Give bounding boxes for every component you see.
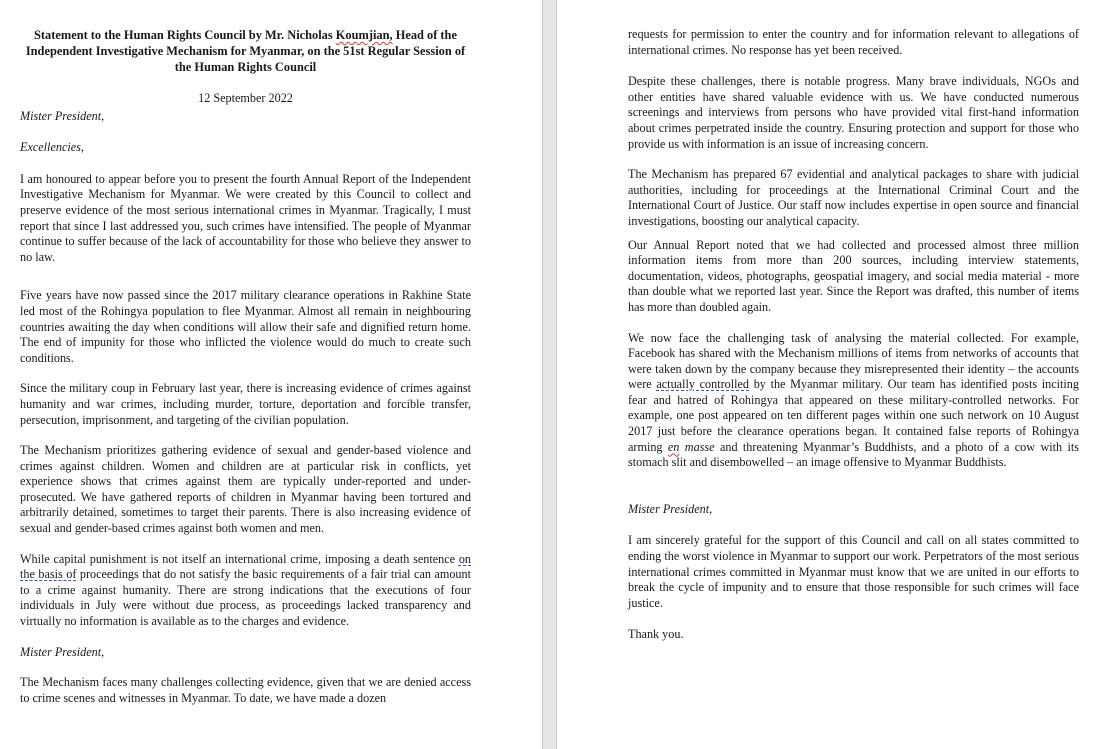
salutation: Mister President, [20, 108, 105, 123]
paragraph: requests for permission to enter the country and for information relevant to allegations of international crimes. No response has yet been received. [628, 27, 1079, 57]
paragraph: Despite these challenges, there is notable progress. Many brave individuals, NGOs and other entities have shared valuable evidence with us. We have conducted numerous screenings and interviews from persons who have provided vital first-hand information about crimes perpetrated inside the country. Ensuring protection and support for those who provide us with information is an issue of increasing concern. [628, 74, 1079, 151]
paragraph: I am sincerely grateful for the support of this Council and call on all states committed to ending the worst violence in Myanmar to support our work. Perpetrators of the most serious international crimes committed in Myanmar must know that we are united in our efforts to break the cycle of impunity and to ensure that those responsible for such crimes will face justice. [628, 533, 1079, 610]
page-text-column [628, 27, 1079, 643]
closing-line: Thank you. [628, 627, 684, 642]
paragraph: I am honoured to appear before you to present the fourth Annual Report of the Independent Investigative Mechanism for Myanmar. We were created by this Council to collect and preserve evidence of the most serious international crimes in Myanmar. Tragically, I must report that since I last addressed you, such crimes have intensified. The people of Myanmar continue to suffer because of the lack of accountability for those who believe they answer to no law. [20, 171, 471, 264]
paragraph: The Mechanism has prepared 67 evidential and analytical packages to share with judicial authorities, including for proceedings at the International Criminal Court and the International Court of Justice. Our staff now includes expertise in open source and financial investigations, boosting our analytical capacity. [628, 167, 1079, 228]
paragraph: The Mechanism prioritizes gathering evidence of sexual and gender-based violence and crimes against children. Women and children are at particular risk in conflicts, yet experience shows that crimes against them are typically under-reported and under-prosecuted. We have gathered reports of children in Myanmar having been tortured and arbitrarily detained, sometimes to target their parents. There is also increasing evidence of sexual and gender-based crimes against both women and men. [20, 443, 471, 536]
statement-date: 12 September 2022 [198, 91, 293, 105]
grammar-flag[interactable]: actually controlled [656, 377, 750, 392]
document-title: Statement to the Human Rights Council by Mr. Nicholas Koumjian, Head of the Independent Investigative Mechanism for Myanmar, on the 51st Regular Session of the Human Rights Council [25, 28, 466, 74]
salutation: Mister President, [20, 644, 105, 659]
spelling-flag[interactable]: Koumjian, [335, 28, 393, 42]
paragraph: Since the military coup in February last year, there is increasing evidence of crimes against humanity and war crimes, including murder, torture, deportation and forcible transfer, persecution, imprisonment, and targeting of the civilian population. [20, 381, 471, 427]
salutation: Mister President, [628, 501, 713, 516]
page-text-column [20, 27, 471, 706]
paragraph: We now face the challenging task of analysing the material collected. For example, Facebook has shared with the Mechanism millions of items from networks of accounts that were taken down by the company because they misrepresented their identity – the accounts were actually controlled by the Myanmar military. Our team has identified posts inciting fear and hatred of Rohingya that appeared on these military-controlled networks. For example, one post appeared on ten different pages within one such network on 10 August 2017 just before the clearance operations began. It contained false reports of Rohingya arming en masse and threatening Myanmar’s Buddhists, and a photo of a cow with its stomach slit and disembowelled – an image offensive to Myanmar Buddhists. [628, 330, 1079, 470]
paragraph: Five years have now passed since the 2017 military clearance operations in Rakhine State led most of the Rohingya population to flee Myanmar. Almost all remain in neighbouring countries awaiting the day when conditions will allow their safe and dignified return home. The end of impunity for those who inflicted the violence would do much to create such conditions. [20, 288, 471, 365]
document-page-left[interactable] [0, 0, 542, 749]
salutation: Excellencies, [20, 140, 84, 155]
paragraph: The Mechanism faces many challenges collecting evidence, given that we are denied access to crime scenes and witnesses in Myanmar. To date, we have made a dozen [20, 675, 471, 705]
grammar-flag[interactable]: on the basis of [20, 551, 471, 582]
document-page-right[interactable] [557, 0, 1103, 749]
paragraph: While capital punishment is not itself an international crime, imposing a death sentence on the basis of proceedings that do not satisfy the basic requirements of a fair trial can amount to a crime against humanity. There are strong indications that the executions of four individuals in July were without due process, as proceedings lacked transparency and virtually no information is available as to the charges and evidence. [20, 551, 471, 629]
spelling-flag[interactable]: en [667, 439, 680, 454]
paragraph: Our Annual Report noted that we had collected and processed almost three million information items from more than 200 sources, including interview statements, documentation, videos, photographs, geospatial imagery, and social media material - more than double what we reported last year. Since the Report was drafted, this number of items has more than doubled again. [628, 237, 1079, 314]
page-separator [542, 0, 557, 749]
